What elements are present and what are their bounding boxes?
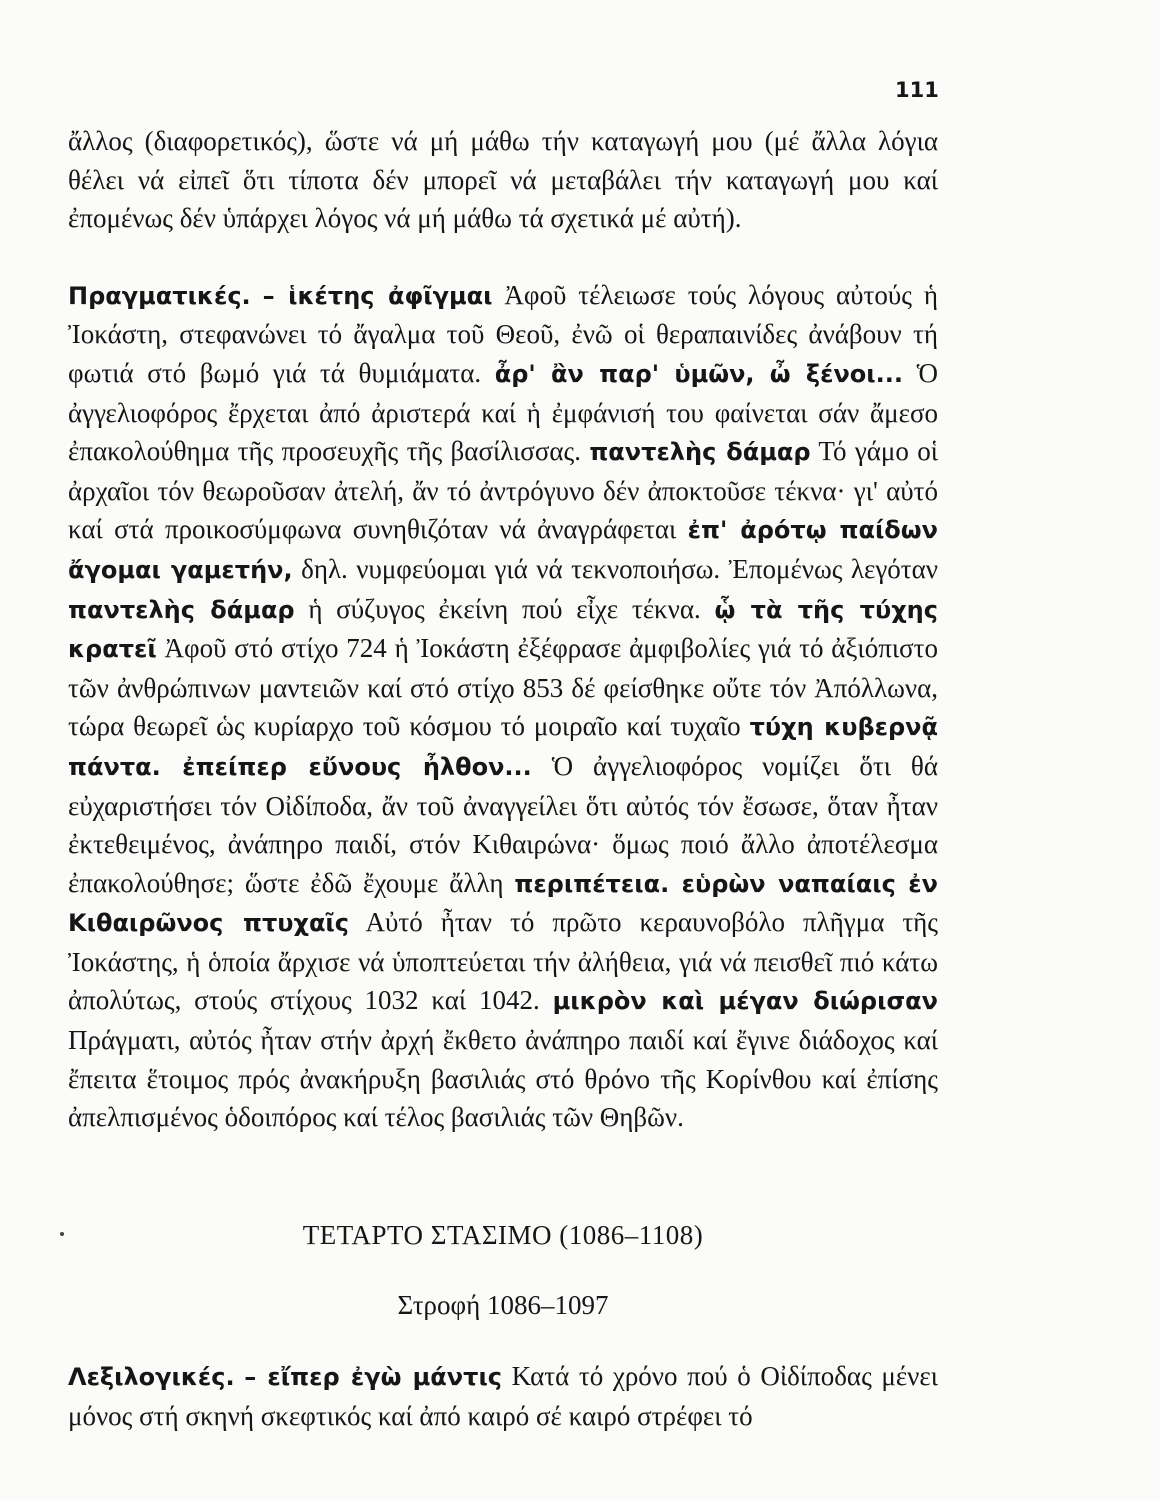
lemma: – ἱκέτης ἀφῖγμαι	[262, 281, 493, 310]
commentary-body	[68, 122, 938, 1137]
lemma: μικρὸν καὶ μέγαν διώρισαν	[552, 987, 938, 1016]
gloss: Κατά τό χρόνο πού ὁ Οἰδίποδας μένει μόνος στή σκηνή σκεφτικός καί ἀπό καιρό σέ καιρό στρέφει τό	[68, 1361, 938, 1431]
paragraph-pragmatikes	[68, 276, 938, 1137]
section-label: Πραγματικές.	[68, 281, 251, 310]
gloss: Ἀφοῦ τέλειωσε τούς λόγους αὐτούς ἡ Ἰοκάστη, στεφανώνει τό ἄγαλμα τοῦ Θεοῦ, ἐνῶ οἱ θεραπαινίδες ἀνάβουν τή φωτιά στό βωμό γιά τά θυμιάματα.	[68, 279, 938, 388]
gloss: Πράγματι, αὐτός ἦταν στήν ἀρχή ἔκθετο ἀνάπηρο παιδί καί ἔγινε διάδοχος καί ἔπειτα ἕτοιμος πρός ἀνακήρυξη βασιλιάς στό θρόνο τῆς Κορίνθου καί ἐπίσης ἀπελπισμένος ὁδοιπόρος καί τέλος βασιλιάς τῶν Θηβῶν.	[68, 1025, 938, 1133]
lemma: ᾧ τὰ τῆς τύχης κρατεῖ	[68, 595, 938, 664]
lemma: – εἴπερ ἐγὼ μάντις	[244, 1363, 503, 1391]
gloss: δηλ. νυμφεύομαι γιά νά τεκνοποιήσω. Ἐπομένως λεγόταν	[292, 553, 938, 584]
gloss: Αὐτό ἦταν τό πρῶτο κεραυνοβόλο πλῆγμα τῆς Ἰοκάστης, ἡ ὁποία ἄρχισε νά ὑποπτεύεται τήν ἀλήθεια, γιά νά πεισθεῖ πιό κάτω ἀπολύτως, στούς στίχους 1032 καί 1042.	[68, 907, 938, 1016]
section-label: Λεξιλογικές.	[68, 1363, 235, 1391]
lemma: ἆρ' ἂν παρ' ὑμῶν, ὦ ξένοι...	[494, 359, 903, 388]
page-number: 111	[895, 78, 939, 102]
commentary-body-lexical	[68, 1357, 938, 1435]
lemma: παντελὴς δάμαρ	[68, 595, 295, 624]
section-heading: ΤΕΤΑΡΤΟ ΣΤΑΣΙΜΟ (1086–1108)	[302, 1220, 704, 1250]
margin-dot	[60, 1232, 64, 1236]
lemma: τύχη κυβερνᾷ πάντα. ἐπείπερ εὔνους ἦλθον...	[68, 713, 938, 781]
paragraph-continuation: ἄλλος (διαφορετικός), ὥστε νά μή μάθω τήν καταγωγή μου (μέ ἄλλα λόγια θέλει νά εἰπεῖ ὅτι τίποτα δέν μπορεῖ νά μεταβάλει τήν καταγωγή μου καί ἐπομένως δέν ὑπάρχει λόγος νά μή μάθω τά σχετικά μέ αὐτή).	[68, 126, 938, 234]
lemma: περιπέτεια. εὑρὼν ναπαίαις ἐν Κιθαιρῶνος πτυχαῖς	[68, 869, 938, 938]
gloss: Ὁ ἀγγελιοφόρος ἔρχεται ἀπό ἀριστερά καί ἡ ἐμφάνισή του φαίνεται σάν ἄμεσο ἐπακολούθημα τῆς προσευχῆς τῆς βασίλισσας.	[68, 357, 939, 467]
gloss: ἡ σύζυγος ἐκείνη πού εἶχε τέκνα.	[294, 593, 715, 624]
lemma: ἐπ' ἀρότῳ παίδων ἄγομαι γαμετήν,	[68, 516, 938, 584]
lemma: παντελὴς δάμαρ	[589, 438, 811, 467]
gloss: Ὁ ἀγγελιοφόρος νομίζει ὅτι θά εὐχαριστήσει τόν Οἰδίποδα, ἄν τοῦ ἀναγγείλει ὅτι αὐτός τόν ἔσωσε, ὅταν ἦταν ἐκτεθειμένος, ἀνάπηρο παιδί, στόν Κιθαιρώνα· ὅμως ποιό ἄλλο ἀποτέλεσμα ἐπακολούθησε; ὥστε ἐδῶ ἔχουμε ἄλλη	[68, 750, 938, 898]
gloss: Ἀφοῦ στό στίχο 724 ἡ Ἰοκάστη ἐξέφρασε ἀμφιβολίες γιά τό ἀξιόπιστο τῶν ἀνθρώπινων μαντειῶν καί στό στίχο 853 δέ φείσθηκε οὔτε τόν Ἀπόλλωνα, τώρα θεωρεῖ ὡς κυρίαρχο τοῦ κόσμου τό μοιραῖο καί τυχαῖο	[68, 633, 938, 742]
paragraph-lexilogikes	[68, 1357, 938, 1435]
gloss: Τό γάμο οἱ ἀρχαῖοι τόν θεωροῦσαν ἀτελή, ἄν τό ἀντρόγυνο δέν ἀποκτοῦσε τέκνα· γι' αὐτό καί στά προικοσύμφωνα συνηθιζόταν νά ἀναγράφεται	[68, 436, 938, 545]
subsection-heading: Στροφή 1086–1097	[397, 1290, 609, 1320]
